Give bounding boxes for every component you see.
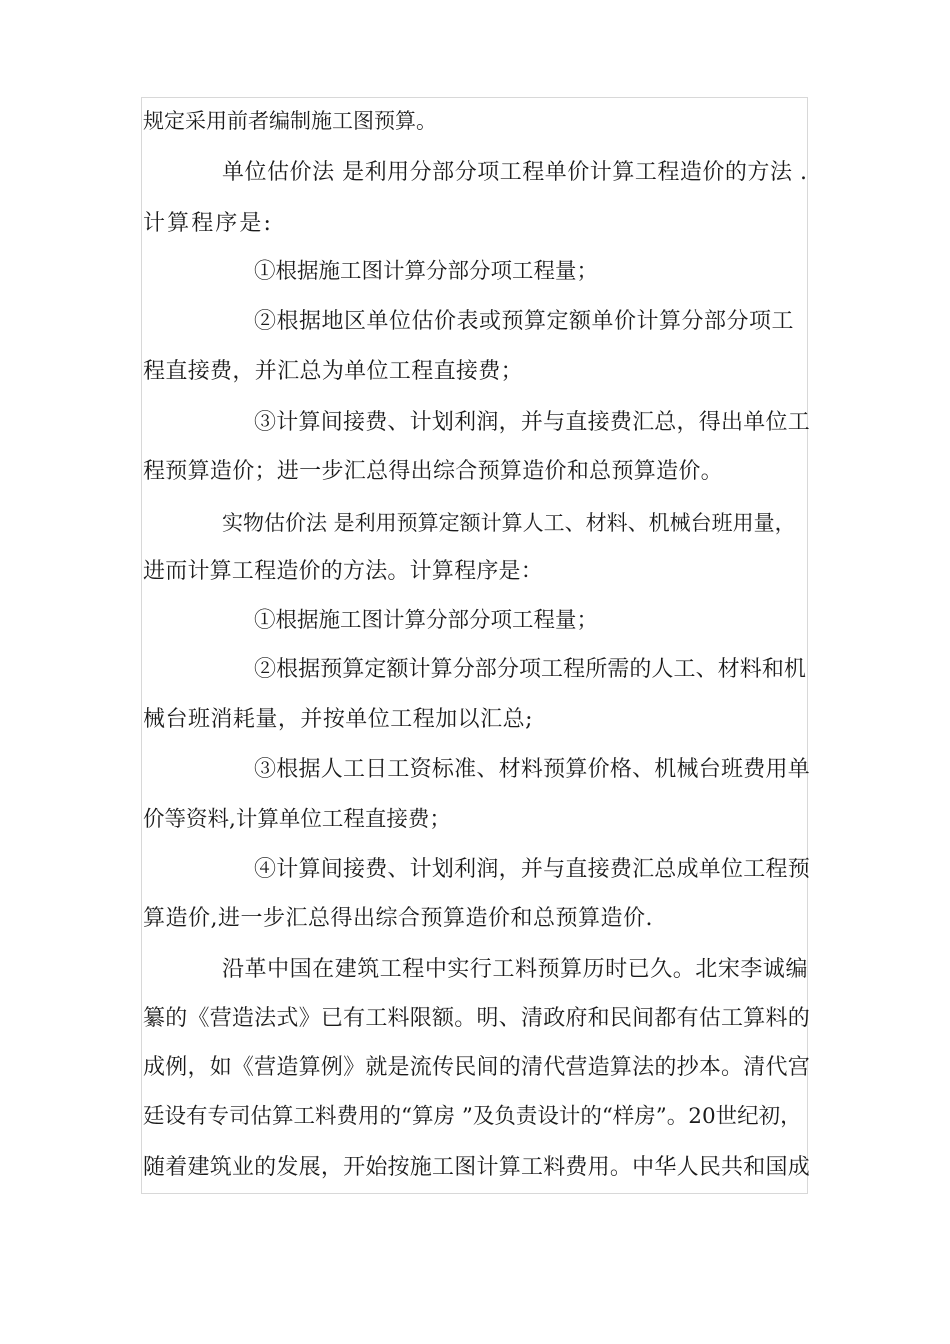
text-line: 单位估价法 是利用分部分项工程单价计算工程造价的方法 . xyxy=(222,160,808,185)
text-line: 随着建筑业的发展，开始按施工图计算工料费用。中华人民共和国成 xyxy=(143,1155,810,1180)
text-line: ④计算间接费、计划利润，并与直接费汇总成单位工程预 xyxy=(254,857,810,882)
text-line: 算造价,进一步汇总得出综合预算造价和总预算造价. xyxy=(143,906,653,931)
text-line: 廷设有专司估算工料费用的“算房 ”及负责设计的“样房”。20世纪初， xyxy=(143,1104,802,1129)
text-line: 价等资料,计算单位工程直接费； xyxy=(143,807,451,832)
text-line: 械台班消耗量，并按单位工程加以汇总; xyxy=(143,707,533,732)
text-line: 计算程序是: xyxy=(143,211,273,236)
text-line: ①根据施工图计算分部分项工程量； xyxy=(254,259,599,284)
text-line: 沿革中国在建筑工程中实行工料预算历时已久。北宋李诚编 xyxy=(222,957,808,982)
text-line: 进而计算工程造价的方法。计算程序是： xyxy=(143,559,543,584)
text-line: ③根据人工日工资标准、材料预算价格、机械台班费用单 xyxy=(254,757,810,782)
text-line: 程直接费，并汇总为单位工程直接费； xyxy=(143,359,523,384)
text-line: 实物估价法 是利用预算定额计算人工、材料、机械台班用量， xyxy=(222,511,796,535)
text-line: 规定采用前者编制施工图预算。 xyxy=(143,109,437,133)
text-line: ②根据地区单位估价表或预算定额单价计算分部分项工 xyxy=(254,309,794,334)
text-line: 成例，如《营造算例》就是流传民间的清代营造算法的抄本。清代宫 xyxy=(143,1055,810,1080)
text-line: 纂的《营造法式》已有工料限额。明、清政府和民间都有估工算料的 xyxy=(143,1006,810,1031)
text-line: ①根据施工图计算分部分项工程量； xyxy=(254,608,599,633)
text-line: ②根据预算定额计算分部分项工程所需的人工、材料和机 xyxy=(254,657,806,682)
text-line: 程预算造价；进一步汇总得出综合预算造价和总预算造价。 xyxy=(143,459,723,484)
text-line: ③计算间接费、计划利润，并与直接费汇总，得出单位工 xyxy=(254,410,810,435)
